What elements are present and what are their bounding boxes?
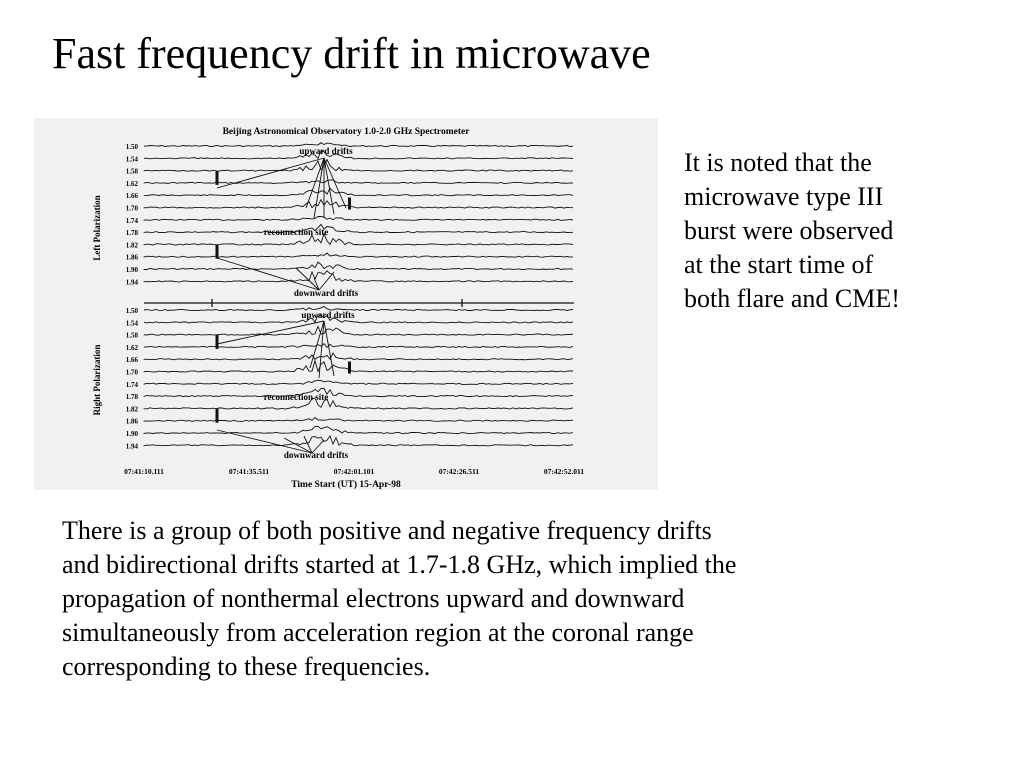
trace-left-1.90 <box>144 262 573 270</box>
freq-label-left: 1.74 <box>125 216 138 225</box>
trace-left-1.62 <box>144 180 573 184</box>
trace-left-1.74 <box>144 216 573 220</box>
drift-arrow <box>217 158 324 188</box>
freq-label-right: 1.66 <box>125 356 138 365</box>
trace-right-1.86 <box>144 418 573 422</box>
trace-left-1.66 <box>144 188 573 195</box>
figure-header: Beijing Astronomical Observatory 1.0-2.0 GHz Spectrometer <box>222 127 470 137</box>
side-note-line: at the start time of <box>684 250 874 279</box>
burst-spike-left <box>216 171 219 185</box>
body-line: corresponding to these frequencies. <box>62 652 431 681</box>
reconnection-site-label-top: reconnection site <box>263 227 329 237</box>
trace-right-1.54 <box>144 315 573 323</box>
freq-label-left: 1.78 <box>125 229 138 238</box>
freq-label-right: 1.50 <box>125 307 138 315</box>
freq-label-right: 1.82 <box>125 405 138 414</box>
trace-lines <box>144 143 574 453</box>
body-line: and bidirectional drifts started at 1.7-1.8 GHz, which implied the <box>62 550 737 579</box>
burst-spike-left <box>216 245 219 259</box>
freq-label-right: 1.54 <box>125 319 138 328</box>
right-polarization-label: Right Polarization <box>92 344 102 416</box>
freq-label-left: 1.94 <box>125 278 138 287</box>
downward-drifts-label-top: downward drifts <box>293 288 359 298</box>
freq-label-left: 1.70 <box>125 204 138 213</box>
body-line: simultaneously from acceleration region at the coronal range <box>62 618 694 647</box>
side-note-line: It is noted that the <box>684 148 872 177</box>
left-polarization-label: Left Polarization <box>92 195 102 261</box>
trace-right-1.58 <box>144 327 573 336</box>
trace-left-1.54 <box>144 151 573 159</box>
upward-drifts-label-top: upward drifts <box>299 146 353 156</box>
freq-label-right: 1.78 <box>125 393 138 402</box>
trace-left-1.58 <box>144 160 573 172</box>
body-line: propagation of nonthermal electrons upward and downward <box>62 584 685 613</box>
slide-title: Fast frequency drift in microwave <box>52 29 651 78</box>
reconnection-site-label-bottom: reconnection site <box>263 392 329 402</box>
burst-spike-right <box>348 362 351 374</box>
spectrometer-figure <box>34 118 658 490</box>
trace-left-1.82 <box>144 234 573 245</box>
freq-label-left: 1.54 <box>125 155 138 164</box>
drift-arrow <box>217 258 319 290</box>
freq-label-left: 1.90 <box>125 266 138 274</box>
trace-right-1.90 <box>144 426 573 433</box>
time-label: 07:42:52.011 <box>543 467 585 476</box>
trace-right-1.66 <box>144 353 573 360</box>
upward-drifts-label-bottom: upward drifts <box>301 310 355 320</box>
burst-spike-right <box>216 409 219 423</box>
freq-label-left: 1.62 <box>125 179 138 188</box>
side-note-line: burst were observed <box>684 216 894 245</box>
freq-label-right: 1.70 <box>125 368 138 377</box>
freq-label-left: 1.86 <box>125 253 138 262</box>
downward-drifts-label-bottom: downward drifts <box>283 450 349 460</box>
side-note-line: microwave type III <box>684 182 884 211</box>
trace-left-1.86 <box>144 253 573 257</box>
trace-right-1.94 <box>144 436 573 446</box>
freq-label-right: 1.62 <box>125 343 138 352</box>
time-label: 07:42:01.101 <box>333 467 375 476</box>
trace-left-1.50 <box>144 143 573 147</box>
trace-left-1.78 <box>144 224 573 232</box>
freq-label-right: 1.58 <box>125 331 138 340</box>
body-paragraph <box>62 514 982 684</box>
freq-label-left: 1.50 <box>125 143 138 151</box>
freq-label-left: 1.66 <box>125 192 138 201</box>
burst-spike-left <box>348 198 351 210</box>
time-label: 07:41:35.511 <box>228 467 270 476</box>
time-label: 07:41:10.111 <box>124 467 164 476</box>
trace-right-1.74 <box>144 380 573 384</box>
time-axis-labels <box>124 467 584 476</box>
trace-right-1.78 <box>144 388 573 396</box>
trace-right-1.70 <box>144 361 573 372</box>
freq-label-left: 1.58 <box>125 167 138 176</box>
burst-spike-right <box>216 335 219 349</box>
side-note-line: both flare and CME! <box>684 284 900 313</box>
trace-left-1.70 <box>144 200 573 209</box>
time-axis-title: Time Start (UT) 15-Apr-98 <box>291 480 401 490</box>
freq-label-right: 1.94 <box>125 442 138 451</box>
trace-right-1.50 <box>144 307 573 311</box>
freq-label-right: 1.90 <box>125 430 138 438</box>
trace-left-1.94 <box>144 271 573 282</box>
freq-label-left: 1.82 <box>125 241 138 250</box>
freq-label-right: 1.86 <box>125 417 138 426</box>
drift-arrow <box>314 158 324 218</box>
drift-arrow <box>324 158 334 214</box>
frequency-labels <box>126 143 139 450</box>
body-line: There is a group of both positive and negative frequency drifts <box>62 516 712 545</box>
trace-right-1.62 <box>144 344 573 348</box>
trace-right-1.82 <box>144 398 573 409</box>
time-label: 07:42:26.511 <box>438 467 480 476</box>
spectrogram-svg <box>34 118 658 490</box>
side-note <box>684 146 984 316</box>
freq-label-right: 1.74 <box>125 380 138 389</box>
